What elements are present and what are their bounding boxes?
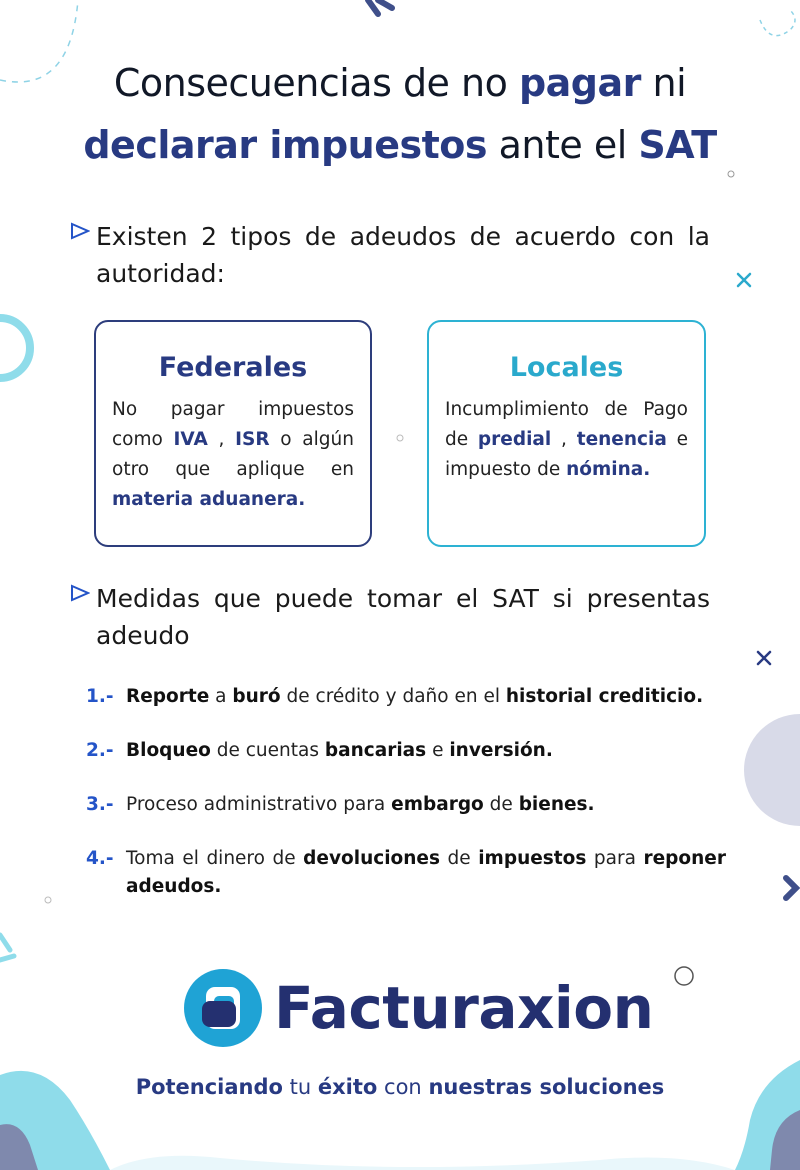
list-item: 4.- Toma el dinero de devoluciones de impuestos para reponer adeudos. [86, 848, 726, 897]
list-item: 2.- Bloqueo de cuentas bancarias e inversión. [86, 740, 553, 761]
dashed-arc-top-right [760, 10, 795, 36]
small-ring-middle [397, 435, 403, 441]
card-federales-title: Federales [158, 352, 308, 383]
small-ring-left [45, 897, 51, 903]
tagline: Potenciando tu éxito con nuestras soluciones [135, 1075, 665, 1099]
x-mark-right-2 [758, 652, 770, 664]
list-item: 3.- Proceso administrativo para embargo de bienes. [86, 794, 595, 815]
facturaxion-logo-icon [184, 969, 262, 1047]
facturaxion-logo [184, 967, 654, 1049]
card-locales-title: Locales [509, 352, 624, 383]
logo-wordmark: Facturaxion [274, 974, 654, 1042]
triangle-bullet-icon [70, 583, 90, 603]
card-locales [427, 320, 706, 547]
card-federales [94, 320, 372, 547]
wave-bottom-light [110, 1156, 735, 1170]
chevron-right-shape [786, 878, 796, 898]
bullet-debt-types: Existen 2 tipos de adeudos de acuerdo con la autoridad: [70, 218, 710, 292]
title-line-1: Consecuencias de no pagar ni [113, 61, 687, 105]
cross-shape-left [0, 935, 14, 960]
ring-logo-right [675, 967, 693, 985]
ring-left [0, 318, 30, 378]
card-federales-text: No pagar impuestos como IVA , ISR o algún otro que aplique en materia aduanera. [112, 399, 354, 510]
list-item: 1.- Reporte a buró de crédito y daño en el historial crediticio. [86, 686, 704, 707]
triangle-bullet-icon [70, 221, 90, 241]
measures-list [86, 683, 726, 927]
cross-shape-top [368, 0, 392, 14]
x-mark-right-1 [738, 274, 750, 286]
title-line-2: declarar impuestos ante el SAT [83, 123, 717, 167]
page-title [0, 52, 800, 176]
card-locales-text: Incumplimiento de Pago de predial , tenencia e impuesto de nómina. [445, 399, 688, 480]
grey-circle-right [744, 714, 800, 826]
bullet-sat-measures: Medidas que puede tomar el SAT si presentas adeudo [70, 580, 710, 654]
